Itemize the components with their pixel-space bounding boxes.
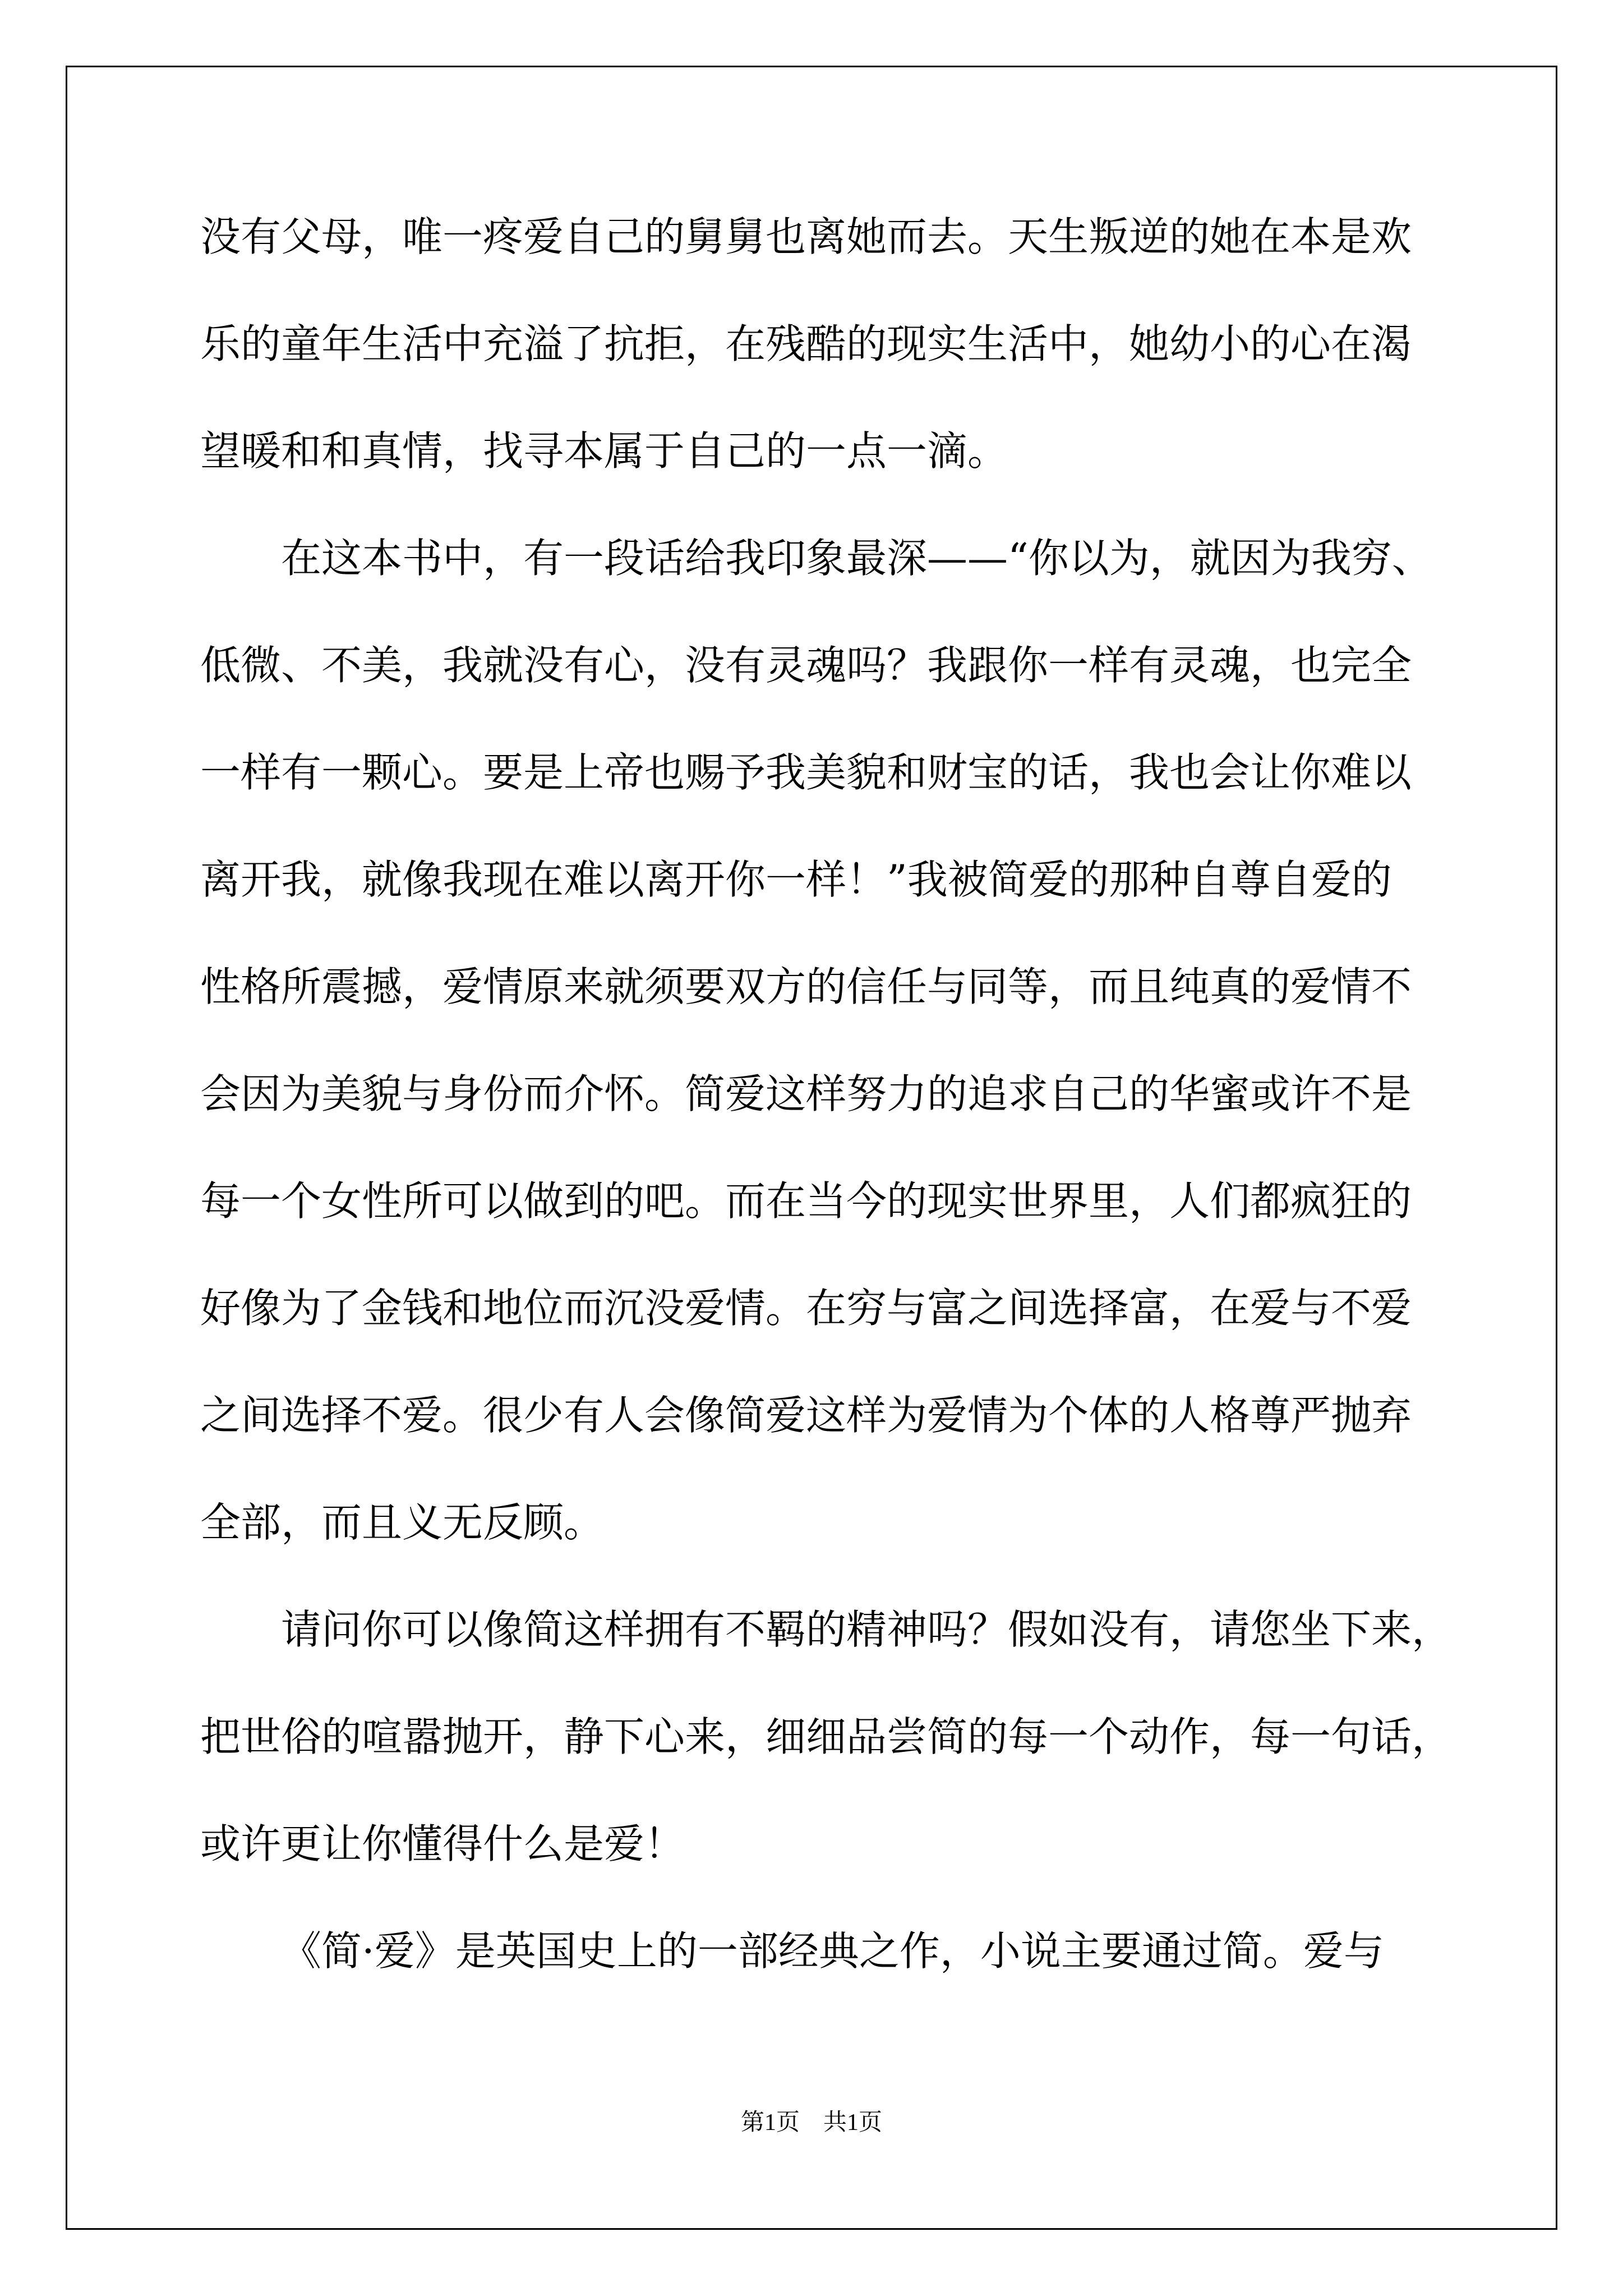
text-line: 全部，而且义无反顾。 — [200, 1499, 605, 1546]
page-border — [66, 66, 1557, 2230]
text-line: 离开我，就像我现在难以离开你一样！”我被简爱的那种自尊自爱的 — [200, 856, 1392, 903]
text-line: 会因为美貌与身份而介怀。简爱这样努力的追求自己的华蜜或许不是 — [200, 1070, 1412, 1117]
text-line: 低微、不美，我就没有心，没有灵魂吗？我跟你一样有灵魂，也完全 — [200, 642, 1412, 689]
paragraph-first-line: 《简·爱》是英国史上的一部经典之作，小说主要通过简。爱与 — [281, 1927, 1384, 1975]
text-line: 好像为了金钱和地位而沉没爱情。在穷与富之间选择富，在爱与不爱 — [200, 1285, 1412, 1332]
page-number-footer: 第1页 共1页 — [740, 2110, 882, 2136]
text-line: 或许更让你懂得什么是爱！ — [200, 1820, 685, 1867]
text-line: 之间选择不爱。很少有人会像简爱这样为爱情为个体的人格尊严抛弃 — [200, 1392, 1412, 1439]
text-line: 望暖和和真情，找寻本属于自己的一点一滴。 — [200, 427, 1008, 475]
text-line: 每一个女性所可以做到的吧。而在当今的现实世界里，人们都疯狂的 — [200, 1177, 1412, 1225]
text-line: 没有父母，唯一疼爱自己的舅舅也离她而去。天生叛逆的她在本是欢 — [200, 213, 1412, 260]
paragraph-first-line: 请问你可以像简这样拥有不羁的精神吗？假如没有，请您坐下来， — [281, 1606, 1453, 1653]
text-line: 一样有一颗心。要是上帝也赐予我美貌和财宝的话，我也会让你难以 — [200, 749, 1412, 796]
text-line: 性格所震撼，爱情原来就须要双方的信任与同等，而且纯真的爱情不 — [200, 963, 1412, 1010]
text-line: 乐的童年生活中充溢了抗拒，在残酷的现实生活中，她幼小的心在渴 — [200, 320, 1412, 367]
text-line: 把世俗的喧嚣抛开，静下心来，细细品尝简的每一个动作，每一句话， — [200, 1713, 1453, 1760]
paragraph-first-line: 在这本书中，有一段话给我印象最深——“你以为，就因为我穷、 — [281, 535, 1432, 582]
